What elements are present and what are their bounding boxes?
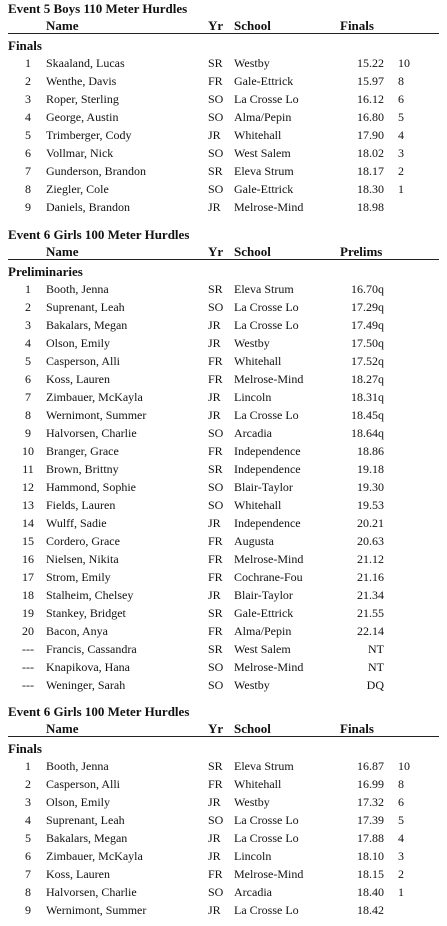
year-cell: SO [208, 92, 224, 106]
result-row [0, 162, 447, 180]
points-cell: 10 [398, 759, 410, 773]
column-header-row [0, 17, 447, 35]
year-cell: FR [208, 354, 223, 368]
result-row [0, 568, 447, 586]
result-row [0, 811, 447, 829]
school-cell: Independence [234, 516, 301, 530]
year-cell: JR [208, 588, 221, 602]
school-cell: La Crosse Lo [234, 903, 299, 917]
result-row [0, 198, 447, 216]
mark-cell: 19.53 [357, 498, 384, 512]
athlete-name: Koss, Lauren [46, 372, 110, 386]
place-cell: 7 [25, 390, 31, 404]
mark-cell: 17.52q [351, 354, 384, 368]
year-cell: JR [208, 903, 221, 917]
mark-cell: 16.12 [357, 92, 384, 106]
athlete-name: Casperson, Alli [46, 354, 120, 368]
year-cell: JR [208, 516, 221, 530]
place-cell: --- [22, 660, 34, 674]
mark-cell: 18.02 [357, 146, 384, 160]
athlete-name: Bakalars, Megan [46, 318, 128, 332]
points-cell: 2 [398, 164, 404, 178]
athlete-name: Hammond, Sophie [46, 480, 136, 494]
header-mark: Prelims [340, 244, 383, 259]
mark-cell: 18.31q [351, 390, 384, 404]
mark-cell: 21.12 [357, 552, 384, 566]
school-cell: Independence [234, 444, 301, 458]
athlete-name: Roper, Sterling [46, 92, 119, 106]
school-cell: Arcadia [234, 426, 272, 440]
result-row [0, 775, 447, 793]
school-cell: Westby [234, 795, 270, 809]
place-cell: 1 [25, 56, 31, 70]
school-cell: Alma/Pepin [234, 624, 292, 638]
place-cell: 4 [25, 336, 31, 350]
school-cell: Whitehall [234, 498, 282, 512]
place-cell: 1 [25, 759, 31, 773]
mark-cell: 18.42 [357, 903, 384, 917]
mark-cell: 18.15 [357, 867, 384, 881]
event-title: Event 6 Girls 100 Meter Hurdles [8, 704, 190, 719]
header-mark: Finals [340, 721, 374, 736]
result-row [0, 406, 447, 424]
athlete-name: Halvorsen, Charlie [46, 426, 137, 440]
year-cell: SR [208, 606, 223, 620]
year-cell: FR [208, 552, 223, 566]
place-cell: 16 [22, 552, 34, 566]
header-name: Name [46, 18, 79, 33]
year-cell: SR [208, 282, 223, 296]
school-cell: Melrose-Mind [234, 867, 304, 881]
result-row [0, 442, 447, 460]
result-row [0, 72, 447, 90]
result-row [0, 180, 447, 198]
points-cell: 4 [398, 831, 404, 845]
year-cell: JR [208, 128, 221, 142]
athlete-name: Nielsen, Nikita [46, 552, 119, 566]
place-cell: 3 [25, 92, 31, 106]
school-cell: Lincoln [234, 390, 272, 404]
athlete-name: Bakalars, Megan [46, 831, 128, 845]
points-cell: 10 [398, 56, 410, 70]
result-row [0, 280, 447, 298]
result-row [0, 460, 447, 478]
year-cell: SO [208, 480, 224, 494]
header-school: School [234, 721, 271, 736]
school-cell: Gale-Ettrick [234, 182, 294, 196]
school-cell: Eleva Strum [234, 164, 294, 178]
result-row [0, 90, 447, 108]
mark-cell: 15.22 [357, 56, 384, 70]
mark-cell: 16.87 [357, 759, 384, 773]
year-cell: SO [208, 813, 224, 827]
mark-cell: 20.21 [357, 516, 384, 530]
result-row [0, 883, 447, 901]
result-row [0, 622, 447, 640]
points-cell: 6 [398, 795, 404, 809]
year-cell: SO [208, 426, 224, 440]
place-cell: 12 [22, 480, 34, 494]
result-row [0, 640, 447, 658]
school-cell: Augusta [234, 534, 274, 548]
school-cell: Melrose-Mind [234, 200, 304, 214]
mark-cell: 21.16 [357, 570, 384, 584]
athlete-name: Vollmar, Nick [46, 146, 114, 160]
athlete-name: George, Austin [46, 110, 119, 124]
athlete-name: Wulff, Sadie [46, 516, 107, 530]
school-cell: La Crosse Lo [234, 318, 299, 332]
result-row [0, 370, 447, 388]
result-row [0, 865, 447, 883]
athlete-name: Zimbauer, McKayla [46, 390, 143, 404]
year-cell: SR [208, 642, 223, 656]
school-cell: Whitehall [234, 128, 282, 142]
points-cell: 8 [398, 777, 404, 791]
year-cell: FR [208, 534, 223, 548]
mark-cell: 19.18 [357, 462, 384, 476]
athlete-name: Wernimont, Summer [46, 903, 147, 917]
year-cell: FR [208, 74, 223, 88]
place-cell: 8 [25, 408, 31, 422]
place-cell: 5 [25, 354, 31, 368]
school-cell: Independence [234, 462, 301, 476]
year-cell: FR [208, 444, 223, 458]
place-cell: 2 [25, 300, 31, 314]
place-cell: 7 [25, 164, 31, 178]
year-cell: SO [208, 300, 224, 314]
place-cell: 18 [22, 588, 34, 602]
athlete-name: Bacon, Anya [46, 624, 108, 638]
year-cell: FR [208, 624, 223, 638]
mark-cell: 17.29q [351, 300, 384, 314]
points-cell: 1 [398, 182, 404, 196]
year-cell: FR [208, 777, 223, 791]
result-row [0, 108, 447, 126]
place-cell: 15 [22, 534, 34, 548]
school-cell: Melrose-Mind [234, 372, 304, 386]
year-cell: SO [208, 146, 224, 160]
athlete-name: Francis, Cassandra [46, 642, 137, 656]
year-cell: SO [208, 678, 224, 692]
year-cell: JR [208, 408, 221, 422]
result-row [0, 847, 447, 865]
athlete-name: Weninger, Sarah [46, 678, 126, 692]
school-cell: Westby [234, 56, 270, 70]
column-header-row [0, 243, 447, 261]
athlete-name: Ziegler, Cole [46, 182, 109, 196]
school-cell: Westby [234, 678, 270, 692]
mark-cell: 22.14 [357, 624, 384, 638]
school-cell: La Crosse Lo [234, 300, 299, 314]
points-cell: 5 [398, 110, 404, 124]
mark-cell: 18.45q [351, 408, 384, 422]
event-title: Event 6 Girls 100 Meter Hurdles [8, 227, 190, 242]
mark-cell: 17.39 [357, 813, 384, 827]
year-cell: SR [208, 759, 223, 773]
header-underline [8, 736, 439, 737]
year-cell: FR [208, 372, 223, 386]
mark-cell: 18.40 [357, 885, 384, 899]
place-cell: 9 [25, 200, 31, 214]
athlete-name: Booth, Jenna [46, 282, 109, 296]
athlete-name: Casperson, Alli [46, 777, 120, 791]
year-cell: FR [208, 867, 223, 881]
result-row [0, 793, 447, 811]
header-yr: Yr [208, 18, 224, 33]
result-row [0, 532, 447, 550]
school-cell: Melrose-Mind [234, 660, 304, 674]
points-cell: 3 [398, 146, 404, 160]
year-cell: SO [208, 885, 224, 899]
athlete-name: Daniels, Brandon [46, 200, 130, 214]
event-block [0, 703, 447, 919]
mark-cell: 21.34 [357, 588, 384, 602]
mark-cell: 18.17 [357, 164, 384, 178]
header-name: Name [46, 244, 79, 259]
year-cell: JR [208, 831, 221, 845]
place-cell: 5 [25, 831, 31, 845]
athlete-name: Knapikova, Hana [46, 660, 130, 674]
athlete-name: Cordero, Grace [46, 534, 120, 548]
mark-cell: 18.98 [357, 200, 384, 214]
points-cell: 3 [398, 849, 404, 863]
school-cell: Eleva Strum [234, 759, 294, 773]
place-cell: 19 [22, 606, 34, 620]
points-cell: 1 [398, 885, 404, 899]
points-cell: 6 [398, 92, 404, 106]
mark-cell: 18.27q [351, 372, 384, 386]
athlete-name: Suprenant, Leah [46, 813, 125, 827]
year-cell: JR [208, 390, 221, 404]
result-row [0, 901, 447, 919]
place-cell: 4 [25, 813, 31, 827]
result-row [0, 550, 447, 568]
year-cell: SO [208, 498, 224, 512]
year-cell: JR [208, 795, 221, 809]
athlete-name: Olson, Emily [46, 795, 111, 809]
result-row [0, 658, 447, 676]
place-cell: 13 [22, 498, 34, 512]
event-title: Event 5 Boys 110 Meter Hurdles [8, 1, 188, 16]
place-cell: 8 [25, 885, 31, 899]
result-row [0, 586, 447, 604]
event-block [0, 0, 447, 216]
place-cell: 9 [25, 426, 31, 440]
athlete-name: Wernimont, Summer [46, 408, 147, 422]
header-yr: Yr [208, 721, 224, 736]
school-cell: Arcadia [234, 885, 272, 899]
result-row [0, 334, 447, 352]
school-cell: Gale-Ettrick [234, 74, 294, 88]
athlete-name: Branger, Grace [46, 444, 119, 458]
result-row [0, 676, 447, 694]
year-cell: SO [208, 182, 224, 196]
athlete-name: Fields, Lauren [46, 498, 116, 512]
place-cell: 4 [25, 110, 31, 124]
place-cell: 5 [25, 128, 31, 142]
mark-cell: 17.88 [357, 831, 384, 845]
mark-cell: 20.63 [357, 534, 384, 548]
points-cell: 8 [398, 74, 404, 88]
result-row [0, 352, 447, 370]
place-cell: 6 [25, 146, 31, 160]
athlete-name: Halvorsen, Charlie [46, 885, 137, 899]
athlete-name: Stankey, Bridget [46, 606, 126, 620]
place-cell: 6 [25, 372, 31, 386]
event-block [0, 226, 447, 694]
place-cell: 3 [25, 318, 31, 332]
school-cell: Blair-Taylor [234, 480, 293, 494]
mark-cell: DQ [366, 678, 384, 692]
school-cell: Eleva Strum [234, 282, 294, 296]
year-cell: SO [208, 660, 224, 674]
place-cell: 8 [25, 182, 31, 196]
school-cell: Cochrane-Fou [234, 570, 303, 584]
school-cell: Gale-Ettrick [234, 606, 294, 620]
year-cell: JR [208, 318, 221, 332]
place-cell: --- [22, 642, 34, 656]
mark-cell: 17.49q [351, 318, 384, 332]
mark-cell: NT [368, 642, 384, 656]
athlete-name: Olson, Emily [46, 336, 111, 350]
school-cell: Whitehall [234, 354, 282, 368]
section-label: Finals [8, 741, 42, 756]
mark-cell: 16.80 [357, 110, 384, 124]
school-cell: Blair-Taylor [234, 588, 293, 602]
points-cell: 2 [398, 867, 404, 881]
result-row [0, 514, 447, 532]
points-cell: 5 [398, 813, 404, 827]
result-row [0, 54, 447, 72]
result-row [0, 126, 447, 144]
mark-cell: 17.50q [351, 336, 384, 350]
athlete-name: Trimberger, Cody [46, 128, 132, 142]
result-row [0, 298, 447, 316]
place-cell: 14 [22, 516, 34, 530]
place-cell: 2 [25, 777, 31, 791]
place-cell: 3 [25, 795, 31, 809]
school-cell: La Crosse Lo [234, 813, 299, 827]
section-label: Preliminaries [8, 264, 83, 279]
school-cell: Alma/Pepin [234, 110, 292, 124]
mark-cell: 18.64q [351, 426, 384, 440]
school-cell: Lincoln [234, 849, 272, 863]
year-cell: SR [208, 462, 223, 476]
place-cell: 7 [25, 867, 31, 881]
mark-cell: 18.10 [357, 849, 384, 863]
year-cell: SR [208, 164, 223, 178]
athlete-name: Booth, Jenna [46, 759, 109, 773]
year-cell: JR [208, 200, 221, 214]
place-cell: 17 [22, 570, 34, 584]
athlete-name: Strom, Emily [46, 570, 111, 584]
header-school: School [234, 244, 271, 259]
mark-cell: 15.97 [357, 74, 384, 88]
school-cell: La Crosse Lo [234, 408, 299, 422]
header-underline [8, 33, 439, 34]
header-school: School [234, 18, 271, 33]
athlete-name: Suprenant, Leah [46, 300, 125, 314]
points-cell: 4 [398, 128, 404, 142]
school-cell: La Crosse Lo [234, 92, 299, 106]
result-row [0, 496, 447, 514]
athlete-name: Brown, Brittny [46, 462, 119, 476]
place-cell: 11 [22, 462, 34, 476]
athlete-name: Koss, Lauren [46, 867, 110, 881]
school-cell: Westby [234, 336, 270, 350]
result-row [0, 829, 447, 847]
result-row [0, 316, 447, 334]
result-row [0, 478, 447, 496]
year-cell: FR [208, 570, 223, 584]
result-row [0, 144, 447, 162]
school-cell: Melrose-Mind [234, 552, 304, 566]
result-row [0, 388, 447, 406]
school-cell: West Salem [234, 642, 291, 656]
mark-cell: 18.30 [357, 182, 384, 196]
header-name: Name [46, 721, 79, 736]
mark-cell: 19.30 [357, 480, 384, 494]
result-row [0, 424, 447, 442]
school-cell: Whitehall [234, 777, 282, 791]
place-cell: 20 [22, 624, 34, 638]
place-cell: 1 [25, 282, 31, 296]
place-cell: 6 [25, 849, 31, 863]
athlete-name: Wenthe, Davis [46, 74, 117, 88]
year-cell: SO [208, 110, 224, 124]
mark-cell: 18.86 [357, 444, 384, 458]
place-cell: 9 [25, 903, 31, 917]
mark-cell: NT [368, 660, 384, 674]
place-cell: 10 [22, 444, 34, 458]
athlete-name: Gunderson, Brandon [46, 164, 146, 178]
mark-cell: 16.70q [351, 282, 384, 296]
school-cell: West Salem [234, 146, 291, 160]
column-header-row [0, 720, 447, 738]
header-mark: Finals [340, 18, 374, 33]
result-row [0, 757, 447, 775]
athlete-name: Stalheim, Chelsey [46, 588, 134, 602]
place-cell: --- [22, 678, 34, 692]
header-underline [8, 259, 439, 260]
section-label: Finals [8, 38, 42, 53]
athlete-name: Skaaland, Lucas [46, 56, 125, 70]
place-cell: 2 [25, 74, 31, 88]
mark-cell: 17.32 [357, 795, 384, 809]
year-cell: SR [208, 56, 223, 70]
mark-cell: 21.55 [357, 606, 384, 620]
school-cell: La Crosse Lo [234, 831, 299, 845]
year-cell: JR [208, 849, 221, 863]
year-cell: JR [208, 336, 221, 350]
mark-cell: 16.99 [357, 777, 384, 791]
mark-cell: 17.90 [357, 128, 384, 142]
header-yr: Yr [208, 244, 224, 259]
result-row [0, 604, 447, 622]
athlete-name: Zimbauer, McKayla [46, 849, 143, 863]
